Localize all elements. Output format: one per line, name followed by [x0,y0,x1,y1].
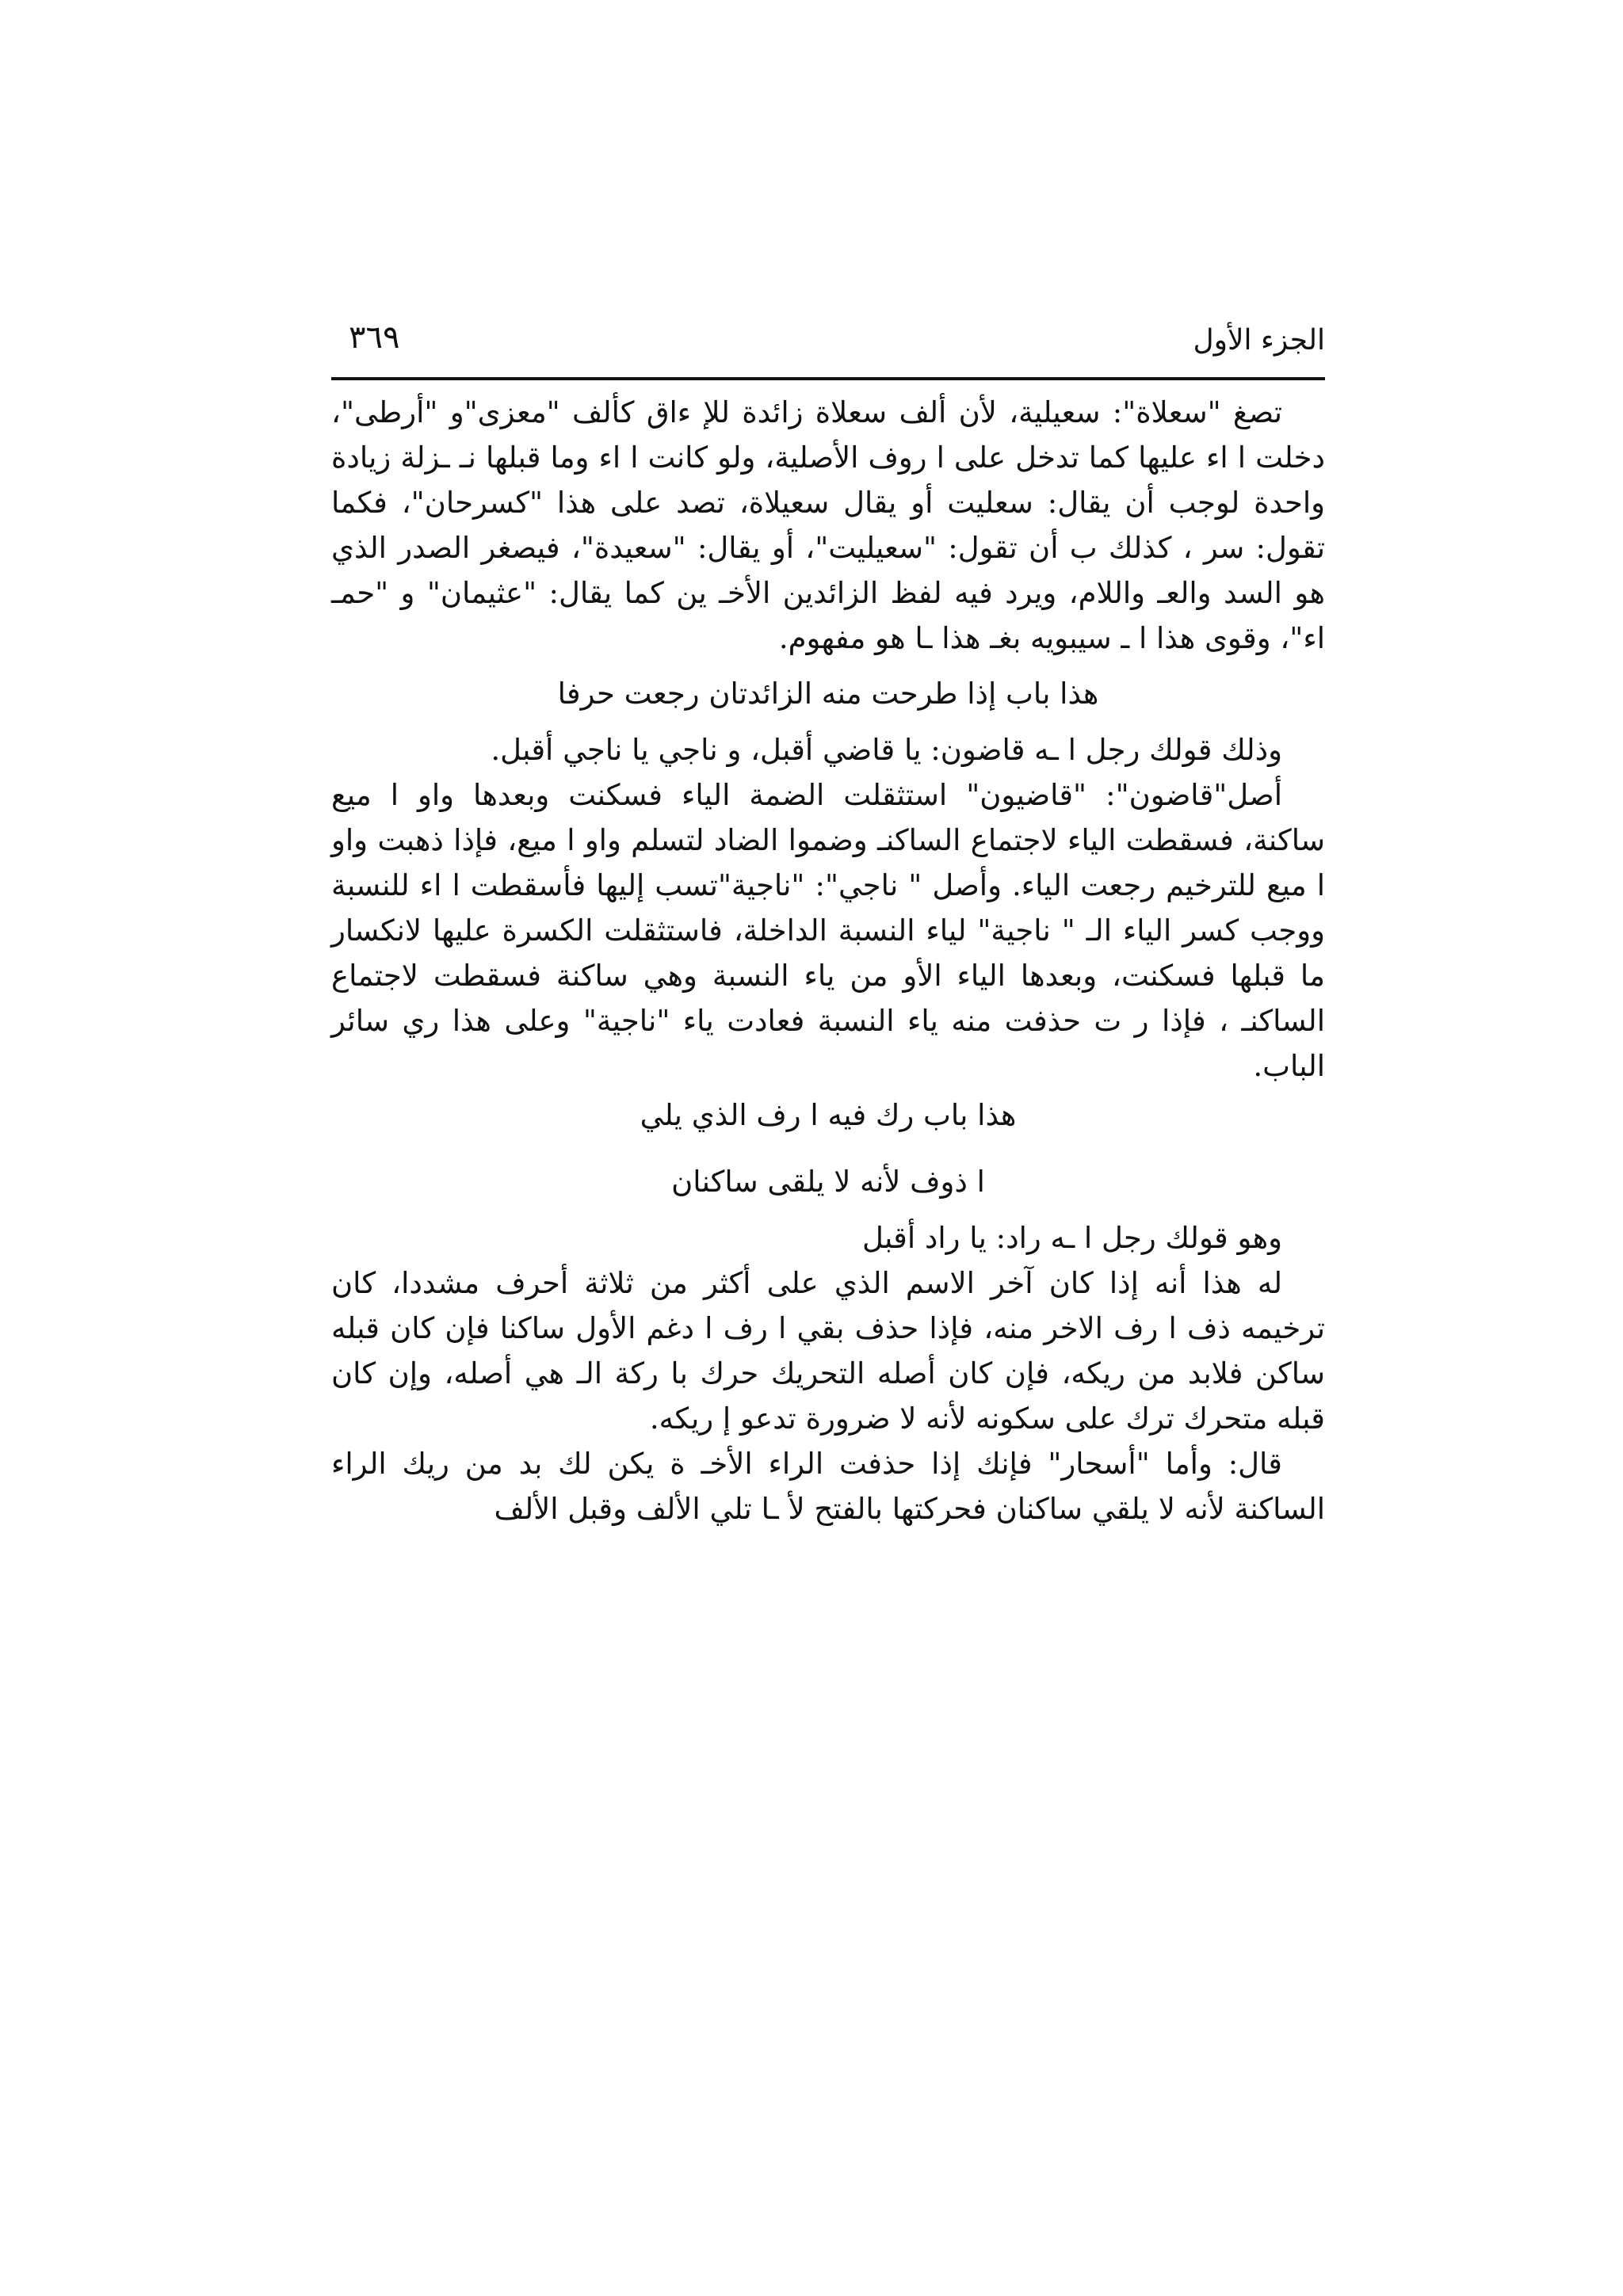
paragraph-1: تصغ "سعلاة": سعيلية، لأن ألف سعلاة زائدة للإ ءاق كألف "معزى"و "أرطى"، دخلت ا اء عليها كما تدخل على ا روف الأصلية، ولو كانت ا اء وما قبلها نـ ـزلة زيادة واحدة لوجب أن يقال: سعليت أو يقال سعيلاة، تصد على هذا "كسرحان"، فكما تقول: سر ، كذلك ب أن تقول: "سعيليت"، أو يقال: "سعيدة"، فيصغر الصدر الذي هو السد والعـ واللام، ويرد فيه لفظ الزائدين الأخـ ين كما يقال: "عثيمان" و "حمـ اء"، وقوى هذا ا ـ سيبويه بغـ هذا ـا هو مفهوم. [331,395,1325,655]
page-number: ٣٦٩ [349,319,400,356]
section-heading-1: هذا باب إذا طرحت منه الزائدتان رجعت حرفا [557,677,1099,711]
section-heading-3: ا ذوف لأنه لا يلقى ساكنان [671,1165,985,1199]
paragraph-6: قال: وأما "أسحار" فإنك إذا حذفت الراء الأخـ ة يكن لك بد من ريك الراء الساكنة لأنه لا يلقي ساكنان فحركتها بالفتح لأ ـا تلي الألف وقبل الألف [331,1447,1325,1526]
header-rule [331,377,1325,380]
running-title: الجزء الأول [1193,324,1325,357]
page-body [331,390,1325,1531]
paragraph-4: وهو قولك رجل ا ـه راد: يا راد أقبل [862,1221,1282,1255]
section-heading-2: هذا باب رك فيه ا رف الذي يلي [640,1098,1017,1132]
page-header [349,315,1325,363]
paragraph-5: له هذا أنه إذا كان آخر الاسم الذي على أكثر من ثلاثة أحرف مشددا، كان ترخيمه ذف ا رف الاخر منه، فإذا حذف بقي ا رف ا دغم الأول ساكنا فإن كان قبله ساكن فلابد من ريكه، فإن كان أصله التحريك حرك با ركة الـ هي أصله، وإن كان قبله متحرك ترك على سكونه لأنه لا ضرورة تدعو إ ريكه. [331,1266,1325,1436]
paragraph-2: وذلك قولك رجل ا ـه قاضون: يا قاضي أقبل، و ناجي يا ناجي أقبل. [491,733,1282,767]
paragraph-3: أصل"قاضون": "قاضيون" استثقلت الضمة الياء فسكنت وبعدها واو ا ميع ساكنة، فسقطت الياء لاجتماع الساكنـ وضموا الضاد لتسلم واو ا ميع، فإذا ذهبت واو ا ميع للترخيم رجعت الياء. وأصل " ناجي": "ناجية"تسب إليها فأسقطت ا اء للنسبة ووجب كسر الياء الـ " ناجية" لياء النسبة الداخلة، فاستثقلت الكسرة عليها لانكسار ما قبلها فسكنت، وبعدها الياء الأو من ياء النسبة وهي ساكنة فسقطت لاجتماع الساكنـ ، فإذا ر ت حذفت منه ياء النسبة فعادت ياء "ناجية" وعلى هذا ري سائر الباب. [331,778,1325,1083]
